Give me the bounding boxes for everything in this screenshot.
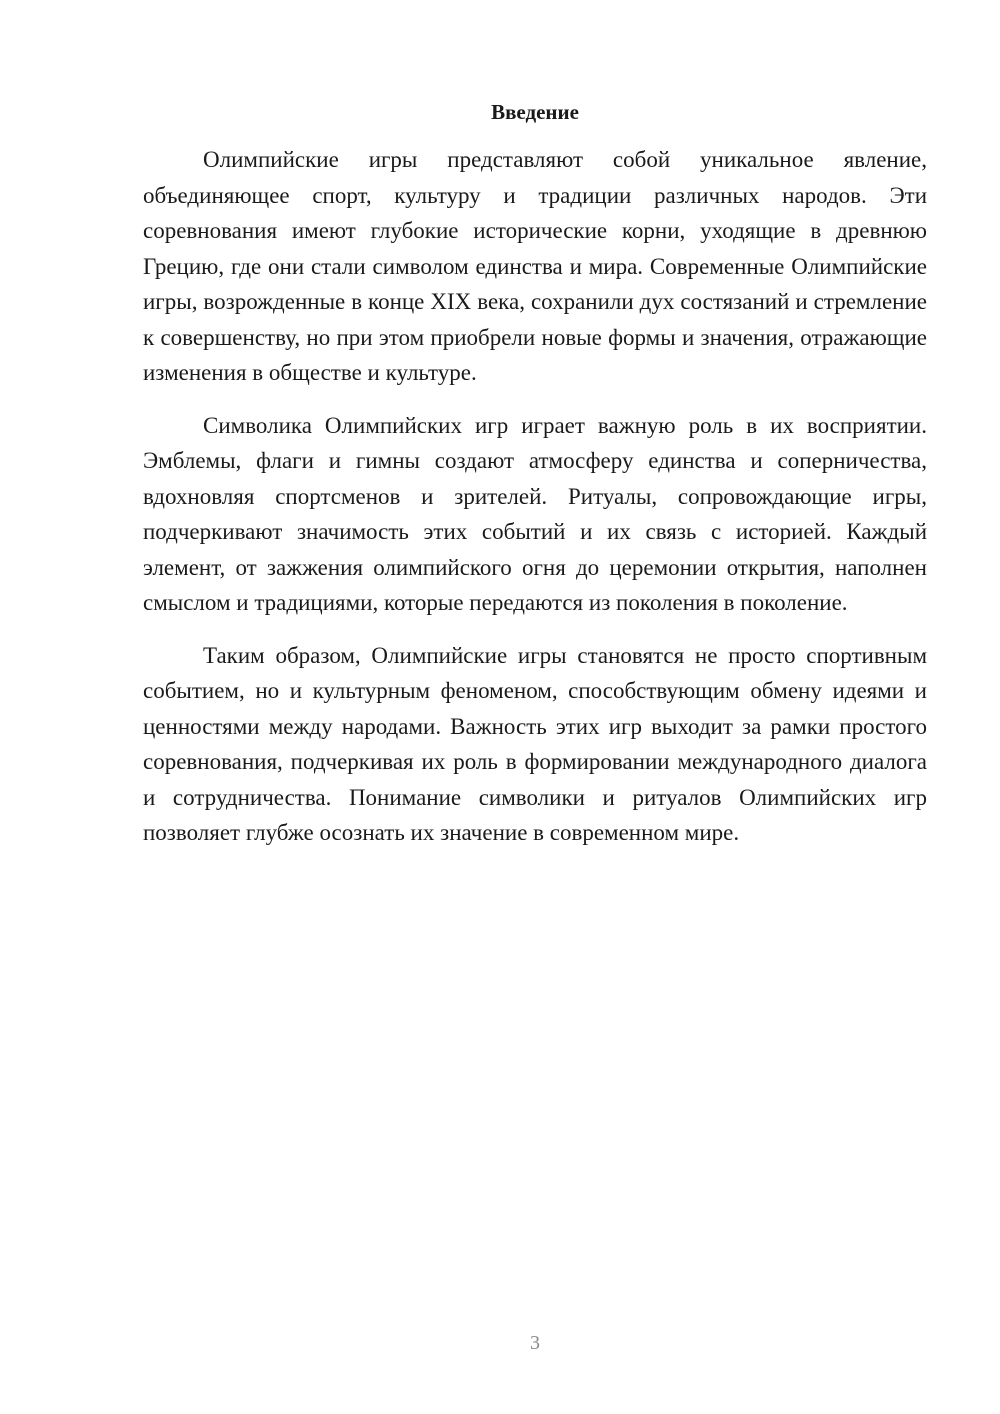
paragraph-2: Символика Олимпийских игр играет важную роль в их восприятии. Эмблемы, флаги и гимны создают атмосферу единства и соперничества, вдохновляя спортсменов и зрителей. Ритуалы, сопровождающие игры, подчеркивают значимость этих событий и их связь с историей. Каждый элемент, от зажжения олимпийского огня до церемонии открытия, наполнен смыслом и традициями, которые передаются из поколения в поколение.	[143, 412, 927, 615]
section-heading: Введение	[491, 100, 579, 124]
page-number: 3	[530, 1332, 540, 1354]
paragraph-3: Таким образом, Олимпийские игры становятся не просто спортивным событием, но и культурным феноменом, способствующим обмену идеями и ценностями между народами. Важность этих игр выходит за рамки простого соревнования, подчеркивая их роль в формировании международного диалога и сотрудничества. Понимание символики и ритуалов Олимпийских игр позволяет глубже осознать их значение в современном мире.	[143, 642, 927, 845]
paragraph-1: Олимпийские игры представляют собой уникальное явление, объединяющее спорт, культуру и традиции различных народов. Эти соревнования имеют глубокие исторические корни, уходящие в древнюю Грецию, где они стали символом единства и мира. Современные Олимпийские игры, возрожденные в конце XIX века, сохранили дух состязаний и стремление к совершенству, но при этом приобрели новые формы и значения, отражающие изменения в обществе и культуре.	[143, 147, 927, 385]
document-body	[143, 142, 927, 868]
